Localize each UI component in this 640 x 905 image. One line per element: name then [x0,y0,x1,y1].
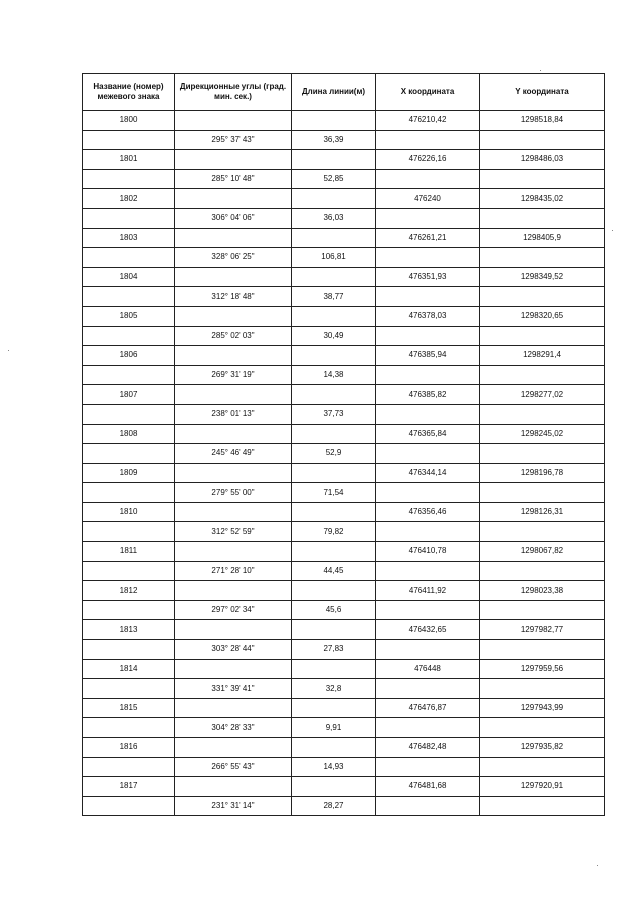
empty-cell [292,738,376,758]
table-body [83,111,605,816]
table-row-segment [83,522,605,542]
empty-cell [83,640,175,660]
empty-cell [376,600,480,620]
empty-cell [376,169,480,189]
mark-name-cell: 1802 [83,189,175,209]
empty-cell [83,365,175,385]
mark-name-cell: 1816 [83,738,175,758]
y-coordinate-cell: 1297982,77 [480,620,605,640]
scan-speck [8,350,9,351]
table-row-point [83,306,605,326]
empty-cell [83,208,175,228]
table-row-point [83,777,605,797]
line-length-cell: 14,38 [292,365,376,385]
direction-angle-cell: 269° 31' 19" [175,365,292,385]
table-row-segment [83,483,605,503]
direction-angle-cell: 266° 55' 43" [175,757,292,777]
table-row-segment [83,365,605,385]
empty-cell [480,640,605,660]
direction-angle-cell: 238° 01' 13" [175,404,292,424]
direction-angle-cell: 271° 28' 10" [175,561,292,581]
empty-cell [83,600,175,620]
empty-cell [376,404,480,424]
line-length-cell: 32,8 [292,679,376,699]
y-coordinate-cell: 1298405,9 [480,228,605,248]
x-coordinate-cell: 476261,21 [376,228,480,248]
table-row-segment [83,679,605,699]
empty-cell [292,306,376,326]
empty-cell [292,581,376,601]
mark-name-cell: 1812 [83,581,175,601]
x-coordinate-cell: 476482,48 [376,738,480,758]
table-row-point [83,424,605,444]
empty-cell [480,130,605,150]
empty-cell [376,208,480,228]
y-coordinate-cell: 1297935,82 [480,738,605,758]
empty-cell [83,757,175,777]
x-coordinate-cell: 476476,87 [376,698,480,718]
empty-cell [83,326,175,346]
direction-angle-cell: 245° 46' 49" [175,444,292,464]
table-row-point [83,542,605,562]
table-row-segment [83,640,605,660]
mark-name-cell: 1811 [83,542,175,562]
empty-cell [376,679,480,699]
x-coordinate-cell: 476210,42 [376,111,480,131]
mark-name-cell: 1800 [83,111,175,131]
table-row-point [83,620,605,640]
table-row-point [83,150,605,170]
table-row-point [83,189,605,209]
mark-name-cell: 1814 [83,659,175,679]
empty-cell [83,287,175,307]
table-row-segment [83,600,605,620]
x-coordinate-cell: 476385,82 [376,385,480,405]
empty-cell [480,522,605,542]
boundary-marks-table [82,73,605,816]
x-coordinate-cell: 476378,03 [376,306,480,326]
empty-cell [83,404,175,424]
table-row-point [83,463,605,483]
empty-cell [83,679,175,699]
line-length-cell: 44,45 [292,561,376,581]
scan-speck [597,865,598,866]
mark-name-cell: 1803 [83,228,175,248]
table-row-point [83,502,605,522]
direction-angle-cell: 279° 55' 00" [175,483,292,503]
header-x-coordinate: X координата [376,74,480,111]
empty-cell [480,444,605,464]
empty-cell [376,522,480,542]
empty-cell [292,698,376,718]
line-length-cell: 28,27 [292,796,376,816]
empty-cell [376,796,480,816]
line-length-cell: 30,49 [292,326,376,346]
scan-speck [612,230,613,231]
empty-cell [480,483,605,503]
y-coordinate-cell: 1298196,78 [480,463,605,483]
empty-cell [175,346,292,366]
mark-name-cell: 1817 [83,777,175,797]
direction-angle-cell: 331° 39' 41" [175,679,292,699]
table-row-segment [83,796,605,816]
empty-cell [175,424,292,444]
empty-cell [376,326,480,346]
line-length-cell: 52,85 [292,169,376,189]
line-length-cell: 79,82 [292,522,376,542]
direction-angle-cell: 285° 10' 48" [175,169,292,189]
x-coordinate-cell: 476385,94 [376,346,480,366]
empty-cell [480,208,605,228]
table-row-point [83,738,605,758]
y-coordinate-cell: 1298067,82 [480,542,605,562]
empty-cell [376,561,480,581]
direction-angle-cell: 312° 18' 48" [175,287,292,307]
empty-cell [175,659,292,679]
direction-angle-cell: 312° 52' 59" [175,522,292,542]
table-row-segment [83,287,605,307]
empty-cell [175,502,292,522]
header-y-coordinate: Y координата [480,74,605,111]
table-row-segment [83,130,605,150]
empty-cell [175,189,292,209]
empty-cell [376,718,480,738]
table-row-point [83,659,605,679]
empty-cell [480,561,605,581]
empty-cell [480,248,605,268]
table-row-segment [83,757,605,777]
empty-cell [480,718,605,738]
y-coordinate-cell: 1298291,4 [480,346,605,366]
table-row-segment [83,404,605,424]
empty-cell [376,130,480,150]
empty-cell [83,522,175,542]
empty-cell [83,483,175,503]
empty-cell [292,463,376,483]
x-coordinate-cell: 476432,65 [376,620,480,640]
empty-cell [83,718,175,738]
empty-cell [292,620,376,640]
mark-name-cell: 1804 [83,267,175,287]
empty-cell [376,483,480,503]
table-row-segment [83,208,605,228]
table-row-point [83,581,605,601]
empty-cell [175,698,292,718]
x-coordinate-cell: 476226,16 [376,150,480,170]
line-length-cell: 37,73 [292,404,376,424]
empty-cell [480,796,605,816]
y-coordinate-cell: 1297943,99 [480,698,605,718]
mark-name-cell: 1815 [83,698,175,718]
line-length-cell: 27,83 [292,640,376,660]
empty-cell [480,169,605,189]
empty-cell [175,620,292,640]
empty-cell [480,600,605,620]
y-coordinate-cell: 1298320,65 [480,306,605,326]
empty-cell [83,796,175,816]
direction-angle-cell: 328° 06' 25" [175,248,292,268]
x-coordinate-cell: 476356,46 [376,502,480,522]
y-coordinate-cell: 1298126,31 [480,502,605,522]
mark-name-cell: 1806 [83,346,175,366]
empty-cell [292,189,376,209]
empty-cell [292,346,376,366]
empty-cell [83,169,175,189]
empty-cell [292,228,376,248]
table-row-point [83,346,605,366]
direction-angle-cell: 306° 04' 06" [175,208,292,228]
empty-cell [175,463,292,483]
empty-cell [292,267,376,287]
header-direction-angle: Дирекционные углы (град. мин. сек.) [175,74,292,111]
direction-angle-cell: 231° 31' 14" [175,796,292,816]
line-length-cell: 52,9 [292,444,376,464]
y-coordinate-cell: 1298435,02 [480,189,605,209]
empty-cell [175,306,292,326]
line-length-cell: 71,54 [292,483,376,503]
table-row-point [83,228,605,248]
empty-cell [175,738,292,758]
y-coordinate-cell: 1298518,84 [480,111,605,131]
mark-name-cell: 1809 [83,463,175,483]
line-length-cell: 106,81 [292,248,376,268]
empty-cell [175,542,292,562]
empty-cell [292,150,376,170]
x-coordinate-cell: 476240 [376,189,480,209]
direction-angle-cell: 295° 37' 43" [175,130,292,150]
table-header-row [83,74,605,111]
empty-cell [376,640,480,660]
y-coordinate-cell: 1298349,52 [480,267,605,287]
mark-name-cell: 1813 [83,620,175,640]
empty-cell [292,424,376,444]
empty-cell [175,267,292,287]
table-row-point [83,111,605,131]
empty-cell [292,385,376,405]
x-coordinate-cell: 476448 [376,659,480,679]
empty-cell [175,581,292,601]
empty-cell [83,248,175,268]
empty-cell [292,502,376,522]
empty-cell [480,365,605,385]
line-length-cell: 45,6 [292,600,376,620]
empty-cell [292,659,376,679]
mark-name-cell: 1805 [83,306,175,326]
empty-cell [175,777,292,797]
mark-name-cell: 1810 [83,502,175,522]
empty-cell [376,444,480,464]
empty-cell [376,365,480,385]
empty-cell [480,287,605,307]
empty-cell [175,150,292,170]
header-line-length: Длина линии(м) [292,74,376,111]
direction-angle-cell: 304° 28' 33" [175,718,292,738]
direction-angle-cell: 303° 28' 44" [175,640,292,660]
table-row-segment [83,169,605,189]
table-row-point [83,267,605,287]
y-coordinate-cell: 1298277,02 [480,385,605,405]
line-length-cell: 36,03 [292,208,376,228]
line-length-cell: 38,77 [292,287,376,307]
empty-cell [175,228,292,248]
y-coordinate-cell: 1297959,56 [480,659,605,679]
empty-cell [292,542,376,562]
empty-cell [175,385,292,405]
empty-cell [480,404,605,424]
y-coordinate-cell: 1298245,02 [480,424,605,444]
direction-angle-cell: 285° 02' 03" [175,326,292,346]
empty-cell [83,130,175,150]
table-row-point [83,385,605,405]
empty-cell [175,111,292,131]
empty-cell [292,777,376,797]
line-length-cell: 9,91 [292,718,376,738]
table-row-segment [83,444,605,464]
empty-cell [292,111,376,131]
empty-cell [376,248,480,268]
mark-name-cell: 1808 [83,424,175,444]
mark-name-cell: 1801 [83,150,175,170]
scan-speck [540,70,541,71]
empty-cell [480,679,605,699]
line-length-cell: 36,39 [292,130,376,150]
table-row-segment [83,561,605,581]
table-row-point [83,698,605,718]
x-coordinate-cell: 476344,14 [376,463,480,483]
empty-cell [480,757,605,777]
line-length-cell: 14,93 [292,757,376,777]
y-coordinate-cell: 1297920,91 [480,777,605,797]
x-coordinate-cell: 476410,78 [376,542,480,562]
empty-cell [83,444,175,464]
x-coordinate-cell: 476365,84 [376,424,480,444]
x-coordinate-cell: 476351,93 [376,267,480,287]
y-coordinate-cell: 1298486,03 [480,150,605,170]
empty-cell [376,287,480,307]
table-row-segment [83,248,605,268]
empty-cell [83,561,175,581]
empty-cell [480,326,605,346]
y-coordinate-cell: 1298023,38 [480,581,605,601]
mark-name-cell: 1807 [83,385,175,405]
header-mark-name: Название (номер) межевого знака [83,74,175,111]
x-coordinate-cell: 476411,92 [376,581,480,601]
table-row-segment [83,326,605,346]
x-coordinate-cell: 476481,68 [376,777,480,797]
direction-angle-cell: 297° 02' 34" [175,600,292,620]
empty-cell [376,757,480,777]
table-row-segment [83,718,605,738]
